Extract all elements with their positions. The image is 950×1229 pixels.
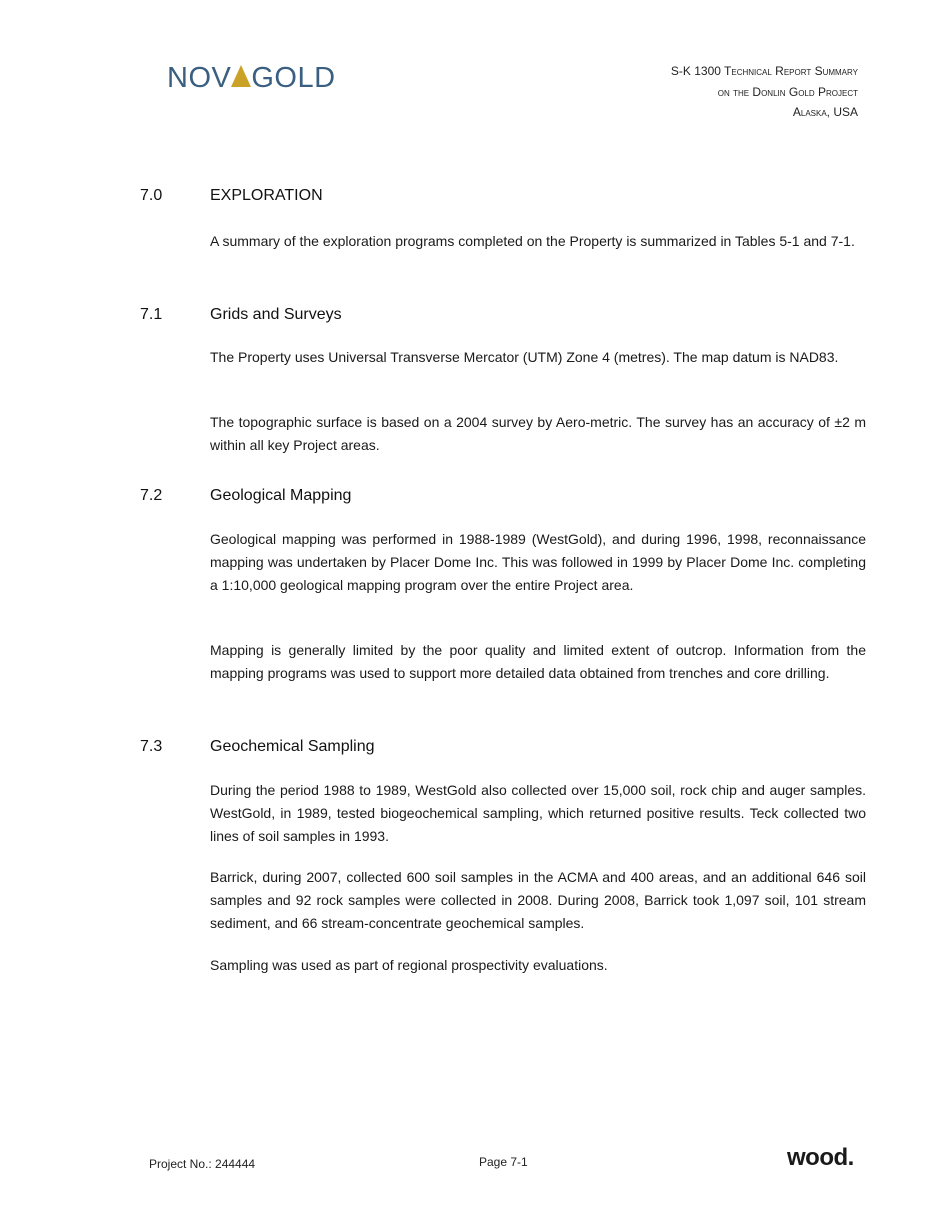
header-line-2: on the Donlin Gold Project: [717, 84, 858, 99]
report-header: [671, 61, 858, 123]
logo-triangle-icon: [231, 65, 251, 87]
section-heading: EXPLORATION: [210, 187, 323, 204]
section-heading: Geochemical Sampling: [210, 738, 375, 755]
paragraph: Barrick, during 2007, collected 600 soil samples in the ACMA and 400 areas, and an additional 646 soil samples and 92 rock samples were collected in 2008. During 2008, Barrick took 1,097 soil, 101 stream sediment, and 66 stream-concentrate geochemical samples.: [210, 869, 866, 931]
paragraph: During the period 1988 to 1989, WestGold also collected over 15,000 soil, rock chip and auger samples. WestGold, in 1989, tested biogeochemical sampling, which returned positive results. Teck collected two lines of soil samples in 1993.: [210, 782, 866, 844]
novagold-logo: NOV GOLD: [167, 62, 336, 94]
section-number: 7.2: [140, 487, 163, 504]
section-number: 7.1: [140, 306, 163, 323]
section-heading: Grids and Surveys: [210, 306, 342, 323]
header-line-1: S-K 1300 Technical Report Summary: [670, 64, 858, 78]
page-number: Page 7-1: [479, 1155, 528, 1169]
paragraph: A summary of the exploration programs completed on the Property is summarized in Tables 5-1 and 7-1.: [210, 233, 855, 249]
wood-logo: wood.: [787, 1144, 854, 1171]
paragraph: The topographic surface is based on a 2004 survey by Aero-metric. The survey has an accuracy of ±2 m within all key Project areas.: [210, 414, 866, 453]
project-number: Project No.: 244444: [149, 1157, 256, 1171]
paragraph: Geological mapping was performed in 1988-1989 (WestGold), and during 1996, 1998, reconnaissance mapping was undertaken by Placer Dome Inc. This was followed in 1999 by Placer Dome Inc. completing a 1:10,000 geological mapping program over the entire Project area.: [210, 531, 866, 593]
paragraph: The Property uses Universal Transverse Mercator (UTM) Zone 4 (metres). The map datum is NAD83.: [210, 349, 839, 365]
header-line-3: Alaska, USA: [792, 105, 858, 119]
paragraph: Mapping is generally limited by the poor quality and limited extent of outcrop. Information from the mapping programs was used to support more detailed data obtained from trenches and core drilling.: [210, 642, 866, 681]
section-number: 7.0: [140, 187, 163, 204]
paragraph: Sampling was used as part of regional prospectivity evaluations.: [210, 957, 608, 973]
section-heading: Geological Mapping: [210, 487, 352, 504]
section-number: 7.3: [140, 738, 163, 755]
